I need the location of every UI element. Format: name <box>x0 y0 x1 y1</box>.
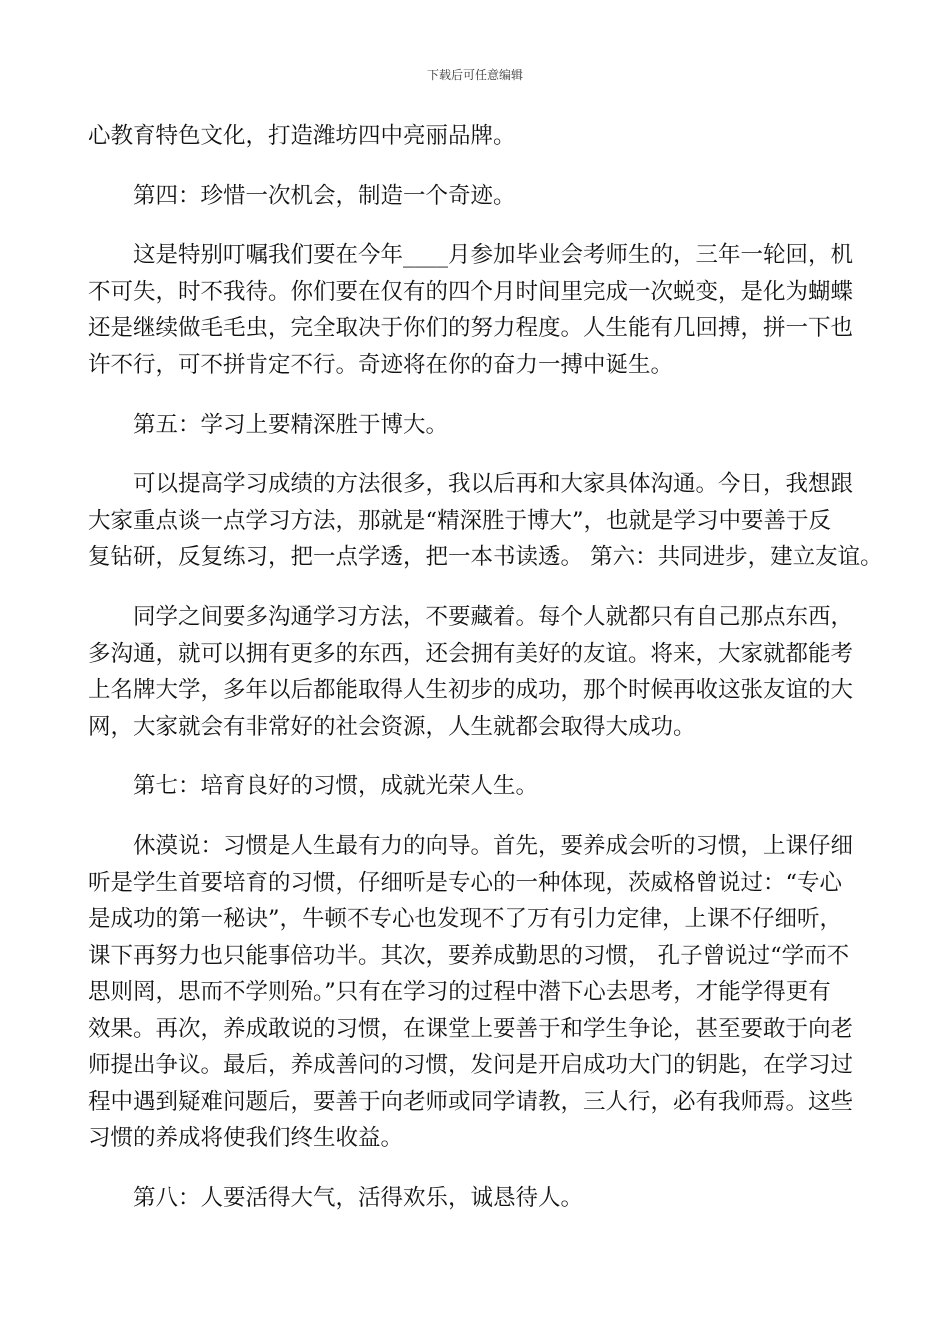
text-line: 这是特别叮嘱我们要在今年____月参加毕业会考师生的，三年一轮回，机 <box>133 242 854 268</box>
text-line: 上名牌大学，多年以后都能取得人生初步的成功，那个时候再收这张友谊的大 <box>88 677 854 703</box>
text-line: 心教育特色文化，打造潍坊四中亮丽品牌。 <box>88 123 516 149</box>
text-line: 习惯的养成将使我们终生收益。 <box>88 1125 404 1151</box>
text-line: 还是继续做毛毛虫，完全取决于你们的努力程度。人生能有几回搏，拼一下也 <box>88 315 854 341</box>
text-line: 休漠说：习惯是人生最有力的向导。首先，要养成会听的习惯，上课仔细 <box>133 833 854 859</box>
text-line: 大家重点谈一点学习方法，那就是“精深胜于博大”，也就是学习中要善于反 <box>88 508 832 534</box>
text-line: 程中遇到疑难问题后，要善于向老师或同学请教，三人行，必有我师焉。这些 <box>88 1089 854 1115</box>
text-line: 同学之间要多沟通学习方法，不要藏着。每个人就都只有自己那点东西， <box>133 604 854 630</box>
text-line: 许不行，可不拼肯定不行。奇迹将在你的奋力一搏中诞生。 <box>88 352 674 378</box>
text-line: 不可失，时不我待。你们要在仅有的四个月时间里完成一次蜕变，是化为蝴蝶 <box>88 279 854 305</box>
page-header-note: 下载后可任意编辑 <box>426 68 523 82</box>
text-line: 是成功的第一秘诀”，牛顿不专心也发现不了万有引力定律，上课不仔细听， <box>88 906 843 932</box>
text-line: 多沟通，就可以拥有更多的东西，还会拥有美好的友谊。将来，大家就都能考 <box>88 641 854 667</box>
text-line: 听是学生首要培育的习惯，仔细听是专心的一种体现，茨威格曾说过：“专心 <box>88 870 843 896</box>
text-line: 效果。再次，养成敢说的习惯，在课堂上要善于和学生争论，甚至要敢于向老 <box>88 1016 854 1042</box>
text-line: 思则罔，思而不学则殆。”只有在学习的过程中潜下心去思考，才能学得更有 <box>88 979 831 1005</box>
section-heading: 第五：学习上要精深胜于博大。 <box>133 412 449 438</box>
section-heading: 第八：人要活得大气，活得欢乐，诚恳待人。 <box>133 1185 584 1211</box>
text-line: 复钻研，反复练习，把一点学透，把一本书读透。 第六：共同进步，建立友谊。 <box>88 544 883 570</box>
text-line: 课下再努力也只能事倍功半。其次，要养成勤思的习惯， 孔子曾说过“学而不 <box>88 943 850 969</box>
section-heading: 第七：培育良好的习惯，成就光荣人生。 <box>133 773 539 799</box>
section-heading: 第四：珍惜一次机会，制造一个奇迹。 <box>133 183 516 209</box>
text-line: 网，大家就会有非常好的社会资源，人生就都会取得大成功。 <box>88 714 696 740</box>
text-line: 可以提高学习成绩的方法很多，我以后再和大家具体沟通。今日，我想跟 <box>133 471 854 497</box>
text-line: 师提出争议。最后，养成善问的习惯，发问是开启成功大门的钥匙，在学习过 <box>88 1052 854 1078</box>
